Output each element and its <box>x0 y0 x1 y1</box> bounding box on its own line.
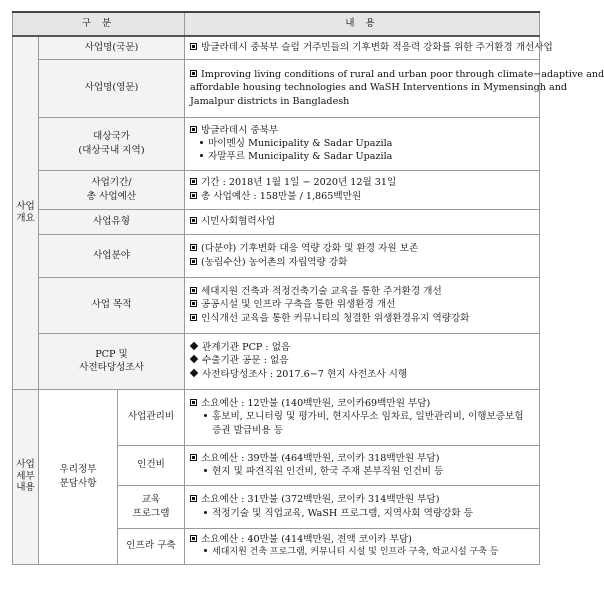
value-education-program: 소요예산 : 31만불 (372백만원, 코이카 314백만원 부담) 적정기술 및 직업교육, WaSH 프로그램, 지역사회 역량강화 등 <box>185 485 540 528</box>
table-row <box>13 117 540 170</box>
label-name-kr: 사업명(국문) <box>39 36 185 59</box>
label-name-en: 사업명(영문) <box>39 59 185 117</box>
table-row <box>13 36 540 59</box>
table-row <box>13 277 540 333</box>
label-period: 사업기간/ 총 사업예산 <box>39 170 185 209</box>
value-period: 기간 : 2018년 1월 1일 − 2020년 12월 31일 총 사업예산 : 158만불 / 1,865백만원 <box>185 170 540 209</box>
table-header-row <box>13 12 540 36</box>
dot-bullet-icon <box>204 469 207 472</box>
value-type: 시민사회협력사업 <box>185 209 540 234</box>
project-summary-table <box>12 11 604 565</box>
square-bullet-icon <box>190 535 197 542</box>
label-type: 사업유형 <box>39 209 185 234</box>
table-row <box>13 59 540 117</box>
value-management-cost: 소요예산 : 12만불 (140백만원, 코이카69백만원 부담) 홍보비, 모니터링 및 평가비, 현지사무소 임차료, 일반관리비, 이행보증보험 증권 발급비용 등 <box>185 389 540 445</box>
label-field: 사업분야 <box>39 234 185 277</box>
square-bullet-icon <box>190 258 197 265</box>
dot-bullet-icon <box>204 414 207 417</box>
diamond-bullet-icon <box>190 355 198 363</box>
dot-bullet-icon <box>204 549 207 552</box>
square-bullet-icon <box>190 314 197 321</box>
value-name-kr: 방글라데시 중북부 슬럼 거주민들의 기후변화 적응력 강화를 위한 주거환경 개선사업 <box>185 36 540 59</box>
square-bullet-icon <box>190 43 197 50</box>
sub-group-label: 우리정부 분담사항 <box>39 389 118 564</box>
square-bullet-icon <box>190 70 197 77</box>
table-row <box>13 209 540 234</box>
value-field: (다분야) 기후변화 대응 역량 강화 및 환경 자원 보존 (농림수산) 농어촌의 자립역량 강화 <box>185 234 540 277</box>
value-purpose: 세대지원 건축과 적정건축기술 교육을 통한 주거환경 개선 공공시설 및 인프라 구축을 통한 위생환경 개선 인식개선 교육을 통한 커뮤니티의 청결한 위생환경유지 역량강화 <box>185 277 540 333</box>
table-row <box>13 170 540 209</box>
square-bullet-icon <box>190 287 197 294</box>
table-row <box>13 389 540 445</box>
table-row <box>13 333 540 389</box>
table-row <box>13 234 540 277</box>
label-infrastructure: 인프라 구축 <box>118 528 185 564</box>
value-pcp: 관계기관 PCP : 없음 수출기관 공문 : 없음 사전타당성조사 : 2017.6−7 현지 사전조사 시행 <box>185 333 540 389</box>
value-personnel-cost: 소요예산 : 39만불 (464백만원, 코이카 318백만원 부담) 현지 및 파견직원 인건비, 한국 주재 본부직원 인건비 등 <box>185 445 540 485</box>
label-management-cost: 사업관리비 <box>118 389 185 445</box>
value-infrastructure: 소요예산 : 40만불 (414백만원, 전액 코이카 부담) 세대지원 건축 프로그램, 커뮤니티 시설 및 인프라 구축, 학교시설 구축 등 <box>185 528 540 564</box>
dot-bullet-icon <box>200 141 203 144</box>
dot-bullet-icon <box>204 511 207 514</box>
square-bullet-icon <box>190 192 197 199</box>
label-purpose: 사업 목적 <box>39 277 185 333</box>
square-bullet-icon <box>190 454 197 461</box>
label-pcp: PCP 및 사전타당성조사 <box>39 333 185 389</box>
square-bullet-icon <box>190 178 197 185</box>
square-bullet-icon <box>190 495 197 502</box>
label-personnel-cost: 인건비 <box>118 445 185 485</box>
square-bullet-icon <box>190 217 197 224</box>
group-detail-label: 사업 세부 내용 <box>13 389 39 564</box>
square-bullet-icon <box>190 300 197 307</box>
value-target: 방글라데시 중북부 마이멘싱 Municipality & Sadar Upazila 자말푸르 Municipality & Sadar Upazila <box>185 117 540 170</box>
label-target: 대상국가 (대상국내 지역) <box>39 117 185 170</box>
label-education-program: 교육 프로그램 <box>118 485 185 528</box>
value-name-en: Improving living conditions of rural and urban poor through climate−adaptive and affordable housing technologies and WaSH Interventions in Mymensingh and Jamalpur districts in Bangladesh <box>185 59 540 117</box>
header-content: 내 용 <box>185 12 540 36</box>
diamond-bullet-icon <box>190 368 198 376</box>
diamond-bullet-icon <box>190 342 198 350</box>
square-bullet-icon <box>190 244 197 251</box>
dot-bullet-icon <box>200 154 203 157</box>
group-overview-label: 사업 개요 <box>13 36 39 389</box>
square-bullet-icon <box>190 399 197 406</box>
square-bullet-icon <box>190 126 197 133</box>
header-category: 구 분 <box>13 12 185 36</box>
